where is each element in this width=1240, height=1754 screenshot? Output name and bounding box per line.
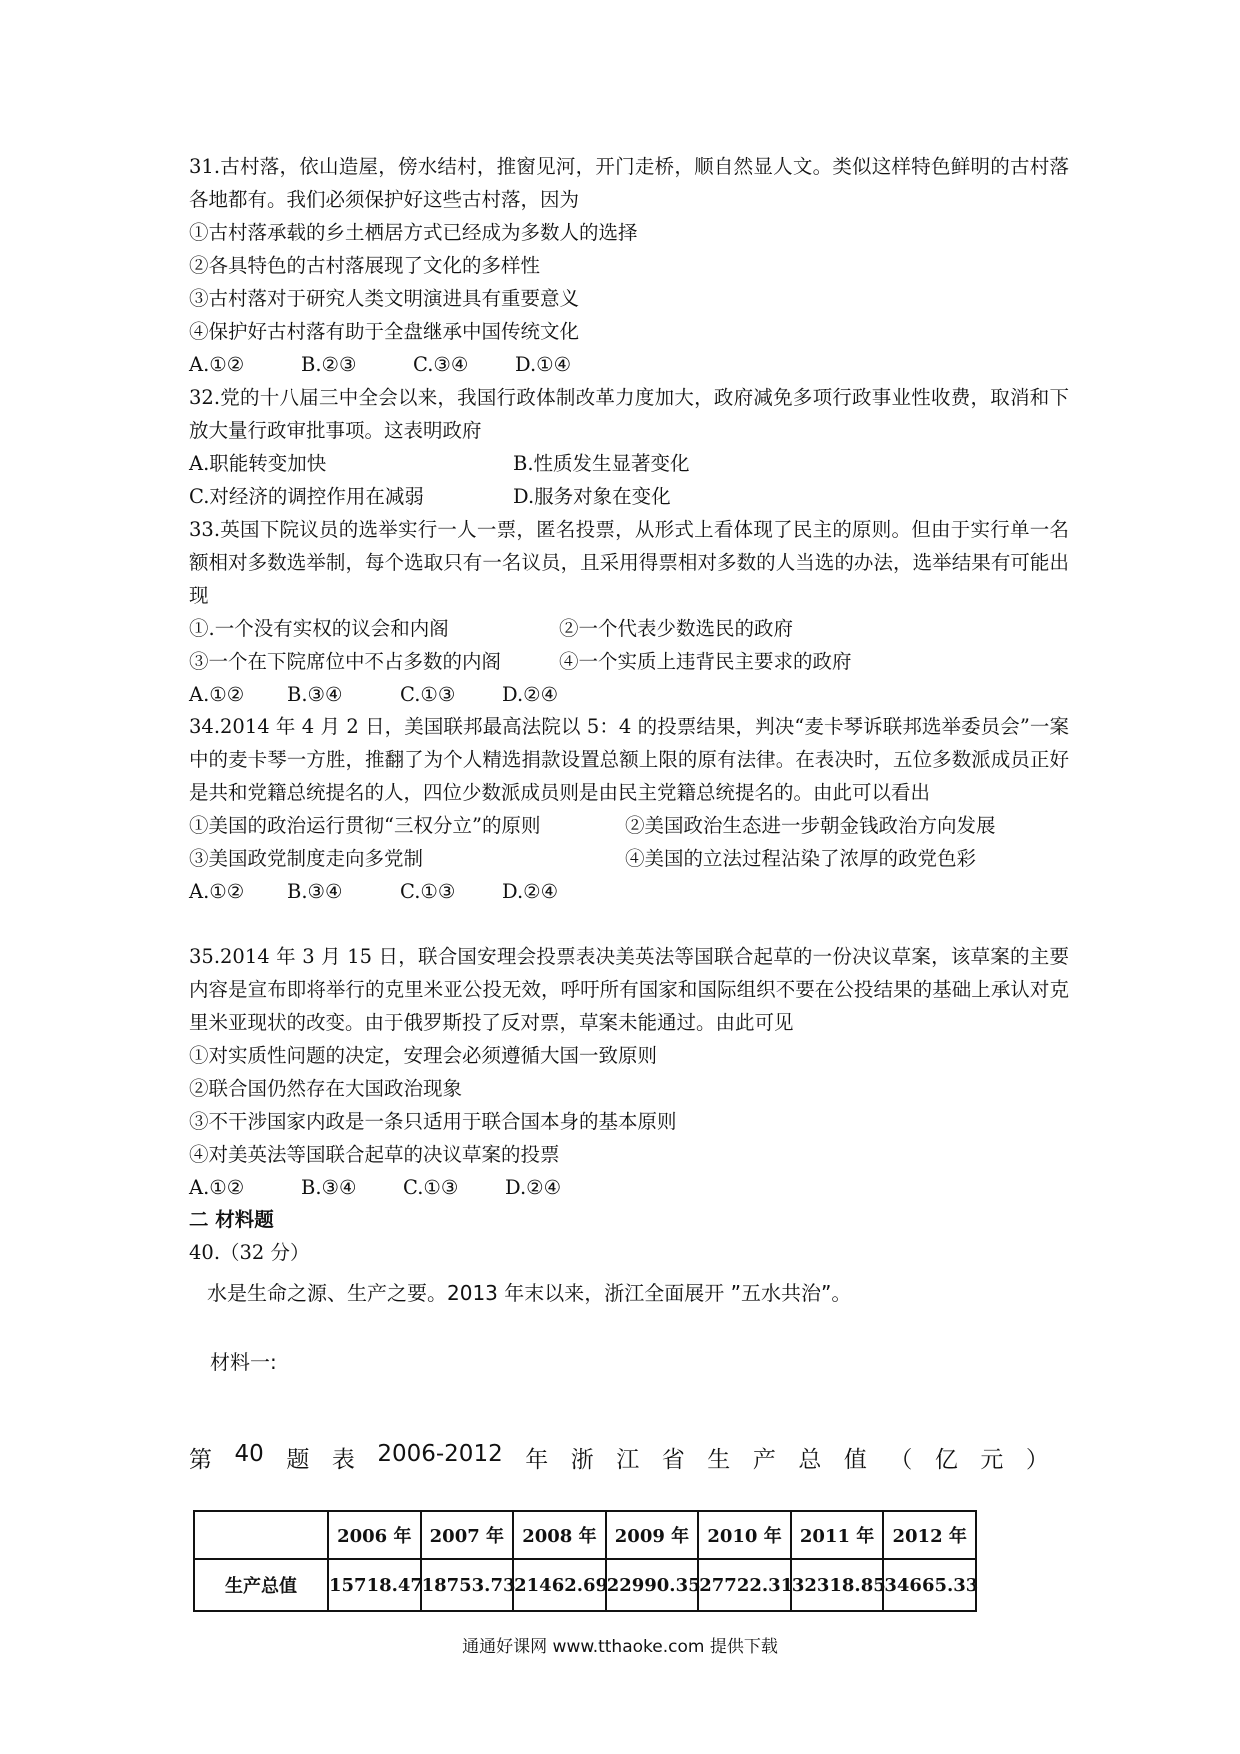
table-header-row <box>194 1511 976 1559</box>
question-40-label: 40.（32 分） <box>189 1241 310 1264</box>
option-c: C.③④ <box>413 353 469 376</box>
question-34-items-row-1 <box>189 809 1069 842</box>
question-34-options <box>189 875 1069 908</box>
year-header: 2010 年 <box>698 1511 791 1559</box>
question-33 <box>189 513 1069 711</box>
table-title-token: （ <box>889 1447 913 1473</box>
question-33-item-1: ①.一个没有实权的议会和内阁 <box>189 617 449 640</box>
question-35-stem: 35.2014 年 3 月 15 日，联合国安理会投票表决美英法等国联合起草的一份决议草案，该草案的主要内容是宣布即将举行的克里米亚公投无效，呼吁所有国家和国际组织不要在公投结果的基础上承认对克里米亚现状的改变。由于俄罗斯投了反对票，草案未能通过。由此可见 <box>189 945 1069 1034</box>
option-d: D.①④ <box>515 353 572 376</box>
table-title-token: 浙 <box>570 1447 594 1473</box>
question-32 <box>189 381 1069 513</box>
table-title-token: 元 <box>980 1447 1004 1473</box>
table-title-token: 亿 <box>934 1447 958 1473</box>
section-2 <box>189 1203 1069 1269</box>
option-a: A.①② <box>189 353 245 376</box>
option-a: A.①② <box>189 880 245 903</box>
question-35 <box>189 940 1069 1204</box>
option-b: B.③④ <box>301 1176 357 1199</box>
question-35-item-1: ①对实质性问题的决定，安理会必须遵循大国一致原则 <box>189 1044 658 1067</box>
question-34-items-row-2 <box>189 842 1069 875</box>
question-34-item-4: ④美国的立法过程沾染了浓厚的政党色彩 <box>625 847 977 870</box>
question-31-item-3: ③古村落对于研究人类文明演进具有重要意义 <box>189 287 580 310</box>
question-35-item-3: ③不干涉国家内政是一条只适用于联合国本身的基本原则 <box>189 1110 677 1133</box>
question-32-options-row-2 <box>189 480 1069 513</box>
table-title-token: 表 <box>331 1447 355 1473</box>
question-34 <box>189 710 1069 908</box>
footer-source: 通通好课网 www.tthaoke.com 提供下载 <box>462 1637 778 1657</box>
option-c: C.对经济的调控作用在减弱 <box>189 485 424 508</box>
option-a: A.①② <box>189 683 245 706</box>
option-d: D.②④ <box>502 880 559 903</box>
year-header: 2007 年 <box>421 1511 514 1559</box>
value-cell: 22990.35 <box>606 1559 699 1611</box>
year-header: 2006 年 <box>328 1511 421 1559</box>
question-34-stem: 34.2014 年 4 月 2 日，美国联邦最高法院以 5：4 的投票结果，判决“麦卡琴诉联邦选举委员会”一案中的麦卡琴一方胜，推翻了为个人精选捐款设置总额上限的原有法律。在表决时，五位多数派成员正好是共和党籍总统提名的人，四位少数派成员则是由民主党籍总统提名的。由此可以看出 <box>189 715 1069 804</box>
year-header: 2011 年 <box>791 1511 884 1559</box>
table-row <box>194 1559 976 1611</box>
material-label: 材料一: <box>210 1350 277 1374</box>
question-31-item-2: ②各具特色的古村落展现了文化的多样性 <box>189 254 541 277</box>
table-title-token: 省 <box>661 1447 685 1473</box>
question-33-item-4: ④一个实质上违背民主要求的政府 <box>559 650 852 673</box>
option-a: A.①② <box>189 1176 245 1199</box>
value-cell: 18753.73 <box>421 1559 514 1611</box>
question-33-item-2: ②一个代表少数选民的政府 <box>559 617 794 640</box>
option-b: B.②③ <box>301 353 357 376</box>
question-33-items-row-1 <box>189 612 1069 645</box>
option-a: A.职能转变加快 <box>189 452 327 475</box>
option-d: D.②④ <box>505 1176 562 1199</box>
question-31-item-4: ④保护好古村落有助于全盘继承中国传统文化 <box>189 320 580 343</box>
value-cell: 27722.31 <box>698 1559 791 1611</box>
question-31-options <box>189 348 1069 381</box>
question-33-options <box>189 678 1069 711</box>
question-35-item-4: ④对美英法等国联合起草的决议草案的投票 <box>189 1143 560 1166</box>
material-intro: 水是生命之源、生产之要。2013 年末以来，浙江全面展开 ”五水共治”。 <box>207 1281 852 1305</box>
table-title-token: 2006-2012 <box>377 1441 503 1467</box>
question-33-stem: 33.英国下院议员的选举实行一人一票，匿名投票，从形式上看体现了民主的原则。但由于实行单一名额相对多数选举制，每个选取只有一名议员，且采用得票相对多数的人当选的办法，选举结果有可能出现 <box>189 518 1069 607</box>
option-c: C.①③ <box>403 1176 459 1199</box>
option-b: B.③④ <box>287 683 343 706</box>
value-cell: 21462.69 <box>513 1559 606 1611</box>
option-d: D.②④ <box>502 683 559 706</box>
gdp-table <box>193 1510 977 1612</box>
year-header: 2008 年 <box>513 1511 606 1559</box>
value-cell: 15718.47 <box>328 1559 421 1611</box>
section-heading: 二 材料题 <box>189 1208 274 1231</box>
question-31-item-1: ①古村落承载的乡土栖居方式已经成为多数人的选择 <box>189 221 638 244</box>
question-33-item-3: ③一个在下院席位中不占多数的内阁 <box>189 650 502 673</box>
table-title <box>189 1441 1049 1474</box>
row-label: 生产总值 <box>194 1559 328 1611</box>
question-33-items-row-2 <box>189 645 1069 678</box>
question-34-item-3: ③美国政党制度走向多党制 <box>189 847 424 870</box>
table-corner-cell <box>194 1511 328 1559</box>
table-title-token: 题 <box>286 1447 310 1473</box>
table-title-token: 江 <box>616 1447 640 1473</box>
value-cell: 34665.33 <box>883 1559 976 1611</box>
option-c: C.①③ <box>400 880 456 903</box>
option-d: D.服务对象在变化 <box>513 485 671 508</box>
table-title-token: 第 <box>189 1447 212 1473</box>
table-title-token: 总 <box>798 1447 822 1473</box>
option-c: C.①③ <box>400 683 456 706</box>
value-cell: 32318.85 <box>791 1559 884 1611</box>
question-32-stem: 32.党的十八届三中全会以来，我国行政体制改革力度加大，政府减免多项行政事业性收费，取消和下放大量行政审批事项。这表明政府 <box>189 386 1069 442</box>
question-32-options-row-1 <box>189 447 1069 480</box>
table-title-token: ） <box>1025 1447 1049 1473</box>
table-title-token: 年 <box>525 1447 549 1473</box>
question-35-options <box>189 1171 1069 1204</box>
option-b: B.③④ <box>287 880 343 903</box>
question-31-stem: 31.古村落，依山造屋，傍水结村，推窗见河，开门走桥，顺自然显人文。类似这样特色鲜明的古村落各地都有。我们必须保护好这些古村落，因为 <box>189 155 1069 211</box>
year-header: 2012 年 <box>883 1511 976 1559</box>
question-31 <box>189 150 1069 381</box>
question-34-item-2: ②美国政治生态进一步朝金钱政治方向发展 <box>625 814 996 837</box>
question-34-item-1: ①美国的政治运行贯彻“三权分立”的原则 <box>189 814 541 837</box>
table-title-token: 生 <box>707 1447 731 1473</box>
option-b: B.性质发生显著变化 <box>513 452 690 475</box>
table-title-token: 40 <box>234 1441 264 1467</box>
year-header: 2009 年 <box>606 1511 699 1559</box>
table-title-token: 值 <box>843 1447 867 1473</box>
table-title-token: 产 <box>752 1447 776 1473</box>
question-35-item-2: ②联合国仍然存在大国政治现象 <box>189 1077 463 1100</box>
